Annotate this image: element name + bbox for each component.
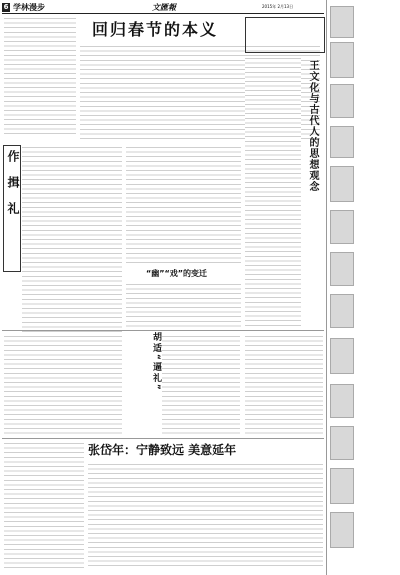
ad-image (330, 84, 354, 118)
bottom-divider (2, 438, 324, 439)
ad-image (330, 294, 354, 328)
bottom-article-body (88, 462, 323, 569)
bottom-article-body-left (4, 441, 84, 569)
ad-image (330, 6, 354, 38)
bottom-headline: 张岱年：宁静致远 美意延年 (88, 443, 237, 457)
column-tag-2: 胡适“逼礼” (151, 332, 161, 392)
ad-image (330, 338, 354, 374)
lower-mid-body (162, 334, 240, 434)
masthead: 文匯報 (152, 3, 176, 12)
lower-left-body (4, 334, 122, 434)
sub-headline: “幽”“戏”的变迁 (146, 269, 208, 278)
page-header (2, 2, 324, 14)
ad-column (328, 2, 398, 572)
ad-image (330, 126, 354, 158)
main-headline: 回归春节的本义 (92, 20, 219, 39)
section-title: 学林漫步 (13, 3, 45, 12)
ad-image (330, 210, 354, 244)
side-article-body (245, 56, 301, 326)
section-divider (2, 330, 324, 331)
ad-column-divider (326, 0, 327, 575)
left-column-text (4, 16, 76, 136)
sub-article-body-a (126, 145, 241, 263)
sub-article-body-b (126, 282, 241, 327)
column-tag-box (3, 145, 21, 272)
column-tag: 作揖礼 (6, 150, 20, 228)
lower-right-body (245, 334, 323, 434)
ad-image (330, 252, 354, 286)
ad-image (330, 512, 354, 548)
ad-image (330, 468, 354, 504)
ad-image (330, 166, 354, 202)
issue-date: 2015年 2月13日 (262, 4, 294, 9)
side-headline: 王文化与古代人的思想观念 (307, 60, 318, 192)
ad-image (330, 42, 354, 78)
page-number-badge: 6 (3, 3, 9, 11)
ad-image (330, 384, 354, 418)
side-info-box (245, 17, 325, 53)
ad-image (330, 426, 354, 460)
ad-text (354, 6, 396, 36)
ad-text (354, 42, 396, 76)
